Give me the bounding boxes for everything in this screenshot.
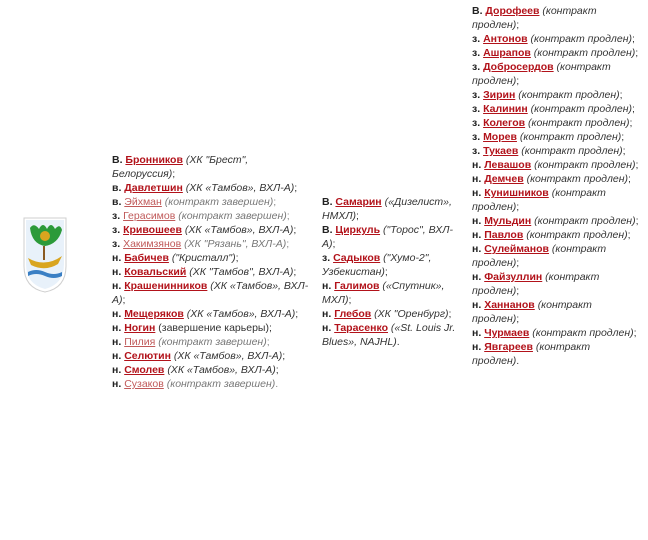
player-note: (ХК «Тамбов», ВХЛ-А) — [173, 350, 283, 362]
punctuation: ; — [282, 350, 286, 362]
player-name-link[interactable]: Сулейманов — [484, 243, 549, 255]
player-note: (контракт продлен) — [530, 33, 632, 45]
punctuation: ; — [635, 215, 639, 227]
punctuation: ; — [295, 308, 299, 320]
player-position: В. — [322, 196, 333, 208]
player-note: (контракт завершен) — [166, 378, 276, 390]
punctuation: ; — [266, 336, 270, 348]
player-position: В. — [322, 224, 333, 236]
column-2 — [322, 195, 464, 349]
player-position: н. — [322, 308, 332, 320]
player-entry — [472, 158, 640, 172]
punctuation: ; — [516, 313, 520, 325]
column-3 — [472, 4, 640, 368]
player-entry — [472, 214, 640, 228]
player-position: в. — [112, 182, 122, 194]
player-entry — [112, 237, 310, 251]
player-entry — [112, 279, 310, 307]
player-position: н. — [472, 327, 482, 339]
punctuation: ; — [628, 173, 631, 185]
player-position: н. — [472, 271, 482, 283]
player-name-link[interactable]: Файзуллин — [484, 271, 543, 283]
player-entry — [472, 186, 640, 214]
punctuation: ; — [516, 19, 520, 31]
punctuation: ; — [273, 196, 277, 208]
player-position: з. — [472, 131, 481, 143]
player-position: з. — [472, 47, 481, 59]
player-entry — [472, 116, 640, 130]
player-name-link[interactable]: Добросердов — [483, 61, 554, 73]
player-name-link[interactable]: Герасимов — [123, 210, 176, 222]
player-note: (ХК "Рязань", ВХЛ-А) — [184, 238, 287, 250]
player-position: н. — [112, 266, 122, 278]
player-note: (контракт продлен) — [526, 173, 628, 185]
punctuation: . — [396, 336, 400, 348]
punctuation: ; — [286, 210, 290, 222]
player-name-link[interactable]: Бронников — [125, 154, 183, 166]
player-note: («Спутник», МХЛ) — [322, 280, 445, 306]
punctuation: ; — [635, 47, 639, 59]
player-entry — [472, 172, 640, 186]
player-entry — [322, 251, 464, 279]
player-position: н. — [472, 341, 482, 353]
player-entry — [472, 326, 640, 340]
player-position: з. — [112, 238, 121, 250]
player-name-link[interactable]: Давлетшин — [124, 182, 183, 194]
player-entry — [112, 153, 310, 181]
player-name-link[interactable]: Ашрапов — [483, 47, 531, 59]
player-entry — [322, 307, 464, 321]
coat-of-arms — [22, 216, 68, 294]
player-position: з. — [112, 210, 121, 222]
player-entry — [322, 279, 464, 307]
player-name-link[interactable]: Пилия — [124, 336, 156, 348]
player-note: (ХК «Тамбов», ВХЛ-А) — [167, 364, 276, 376]
punctuation: ; — [627, 229, 631, 241]
player-name-link[interactable]: Кривошеев — [123, 224, 182, 236]
player-entry — [112, 363, 310, 377]
player-note: (ХК «Тамбов», ВХЛ-А) — [186, 308, 296, 320]
player-name-link[interactable]: Глебов — [334, 308, 372, 320]
player-note: (контракт продлен) — [518, 89, 620, 101]
punctuation: ; — [286, 238, 290, 250]
punctuation: ; — [275, 364, 279, 376]
player-note: ("Хумо-2", Узбекистан) — [322, 252, 432, 278]
player-note: (контракт продлен) — [534, 215, 636, 227]
player-name-link[interactable]: Ковальский — [124, 266, 187, 278]
player-name-link[interactable]: Чурмаев — [484, 327, 530, 339]
player-position: н. — [112, 336, 122, 348]
player-entry — [112, 223, 310, 237]
player-name-link[interactable]: Садыков — [333, 252, 381, 264]
player-entry — [472, 32, 640, 46]
player-name-link[interactable]: Тарасенко — [334, 322, 388, 334]
player-position: з. — [472, 33, 481, 45]
player-note: (контракт продлен) — [521, 145, 623, 157]
player-name-link[interactable]: Колегов — [483, 117, 526, 129]
player-position: з. — [472, 103, 481, 115]
punctuation: ; — [516, 257, 520, 269]
player-name-link[interactable]: Морев — [483, 131, 517, 143]
player-position: н. — [112, 364, 122, 376]
player-note: ("Торос", ВХЛ-А) — [322, 224, 453, 250]
player-note: (контракт продлен) — [528, 117, 630, 129]
player-note: (контракт продлен) — [472, 271, 600, 297]
player-note: (контракт продлен) — [532, 327, 634, 339]
player-entry — [322, 223, 464, 251]
player-entry — [472, 228, 640, 242]
punctuation: ; — [622, 145, 626, 157]
player-position: н. — [112, 280, 122, 292]
player-position: н. — [472, 215, 482, 227]
player-note: (контракт продлен) — [533, 47, 636, 59]
player-note: (контракт продлен) — [472, 243, 607, 269]
player-entry — [472, 88, 640, 102]
player-name-link[interactable]: Мещеряков — [124, 308, 184, 320]
punctuation: ; — [356, 210, 359, 222]
player-name-link[interactable]: Калинин — [483, 103, 528, 115]
player-position: н. — [112, 252, 122, 264]
player-name-link[interactable]: Галимов — [334, 280, 380, 292]
player-name-link[interactable]: Кунишников — [484, 187, 549, 199]
player-entry — [112, 349, 310, 363]
player-position: з. — [472, 145, 481, 157]
punctuation: ; — [268, 322, 272, 334]
player-name-link[interactable]: Дорофеев — [485, 5, 540, 17]
player-entry — [112, 195, 310, 209]
punctuation: ; — [631, 33, 635, 45]
player-position: н. — [472, 229, 482, 241]
column-1 — [112, 153, 310, 391]
player-position: н. — [112, 378, 122, 390]
player-position: н. — [472, 173, 482, 185]
player-name-link[interactable]: Ханнанов — [484, 299, 535, 311]
player-note: (контракт завершен) — [164, 196, 274, 208]
punctuation: ; — [235, 252, 239, 264]
player-entry — [472, 298, 640, 326]
player-entry — [472, 102, 640, 116]
player-note: (контракт продлен) — [472, 61, 611, 87]
player-note: (контракт продлен) — [519, 131, 622, 143]
player-position: з. — [472, 61, 481, 73]
player-name-link[interactable]: Хакимзянов — [123, 238, 182, 250]
player-name-link[interactable]: Бабичев — [124, 252, 169, 264]
player-name-link[interactable]: Эйхман — [124, 196, 162, 208]
punctuation: ; — [293, 224, 297, 236]
player-entry — [112, 181, 310, 195]
player-entry — [472, 242, 640, 270]
player-entry — [472, 340, 640, 368]
punctuation: ; — [619, 89, 623, 101]
player-note: (ХК «Тамбов», ВХЛ-А) — [112, 280, 309, 306]
player-note: (ХК "Тамбов", ВХЛ-А) — [189, 266, 294, 278]
player-name-link[interactable]: Смолев — [124, 364, 165, 376]
player-position: н. — [112, 350, 122, 362]
player-name-link[interactable]: Павлов — [484, 229, 524, 241]
punctuation: ; — [633, 327, 637, 339]
player-note: («St. Louis Jr. Blues», NAJHL) — [322, 322, 456, 348]
player-note: (ХК «Тамбов», ВХЛ-А) — [185, 182, 295, 194]
punctuation: . — [275, 378, 279, 390]
player-note: («Дизелист», НМХЛ) — [322, 196, 452, 222]
player-note: (контракт продлен) — [472, 187, 606, 213]
player-position: з. — [112, 224, 121, 236]
player-entry — [112, 265, 310, 279]
player-note: ("Кристалл") — [171, 252, 236, 264]
punctuation: ; — [332, 238, 336, 250]
player-position: н. — [472, 243, 482, 255]
player-note: (контракт продлен) — [472, 5, 597, 31]
player-name-link[interactable]: Тукаев — [483, 145, 519, 157]
player-position: н. — [322, 322, 332, 334]
player-position: н. — [112, 322, 122, 334]
player-name-link[interactable]: Антонов — [483, 33, 528, 45]
player-position: н. — [322, 280, 332, 292]
coat-of-arms-icon — [22, 216, 68, 294]
punctuation: ; — [632, 103, 635, 115]
player-entry — [472, 144, 640, 158]
player-note: (ХК «Тамбов», ВХЛ-А) — [184, 224, 294, 236]
player-name-link[interactable]: Селютин — [124, 350, 171, 362]
player-entry — [472, 60, 640, 88]
punctuation: ; — [293, 266, 297, 278]
player-entry — [322, 321, 464, 349]
player-position: н. — [472, 299, 482, 311]
player-position: н. — [112, 308, 122, 320]
player-name-link[interactable]: Демчев — [484, 173, 524, 185]
player-entry — [472, 4, 640, 32]
player-position: н. — [472, 159, 482, 171]
player-name-link[interactable]: Циркуль — [335, 224, 381, 236]
player-entry — [112, 307, 310, 321]
player-name-link[interactable]: Явгареев — [484, 341, 533, 353]
player-position: н. — [472, 187, 482, 199]
player-name-link[interactable]: Зирин — [483, 89, 516, 101]
player-name-link[interactable]: Ногин — [124, 322, 156, 334]
player-note: (контракт продлен) — [526, 229, 628, 241]
player-name-link[interactable]: Левашов — [484, 159, 532, 171]
punctuation: ; — [348, 294, 352, 306]
punctuation: ; — [172, 168, 176, 180]
player-position: з. — [322, 252, 331, 264]
player-note: (контракт завершен) — [158, 336, 267, 348]
punctuation: ; — [516, 285, 520, 297]
punctuation: . — [516, 355, 520, 367]
player-note: (контракт продлен) — [530, 103, 633, 115]
punctuation: ; — [635, 159, 639, 171]
player-entry — [112, 377, 310, 391]
player-entry — [112, 209, 310, 223]
player-entry — [112, 335, 310, 349]
punctuation: ; — [384, 266, 388, 278]
player-note: (ХК "Брест", Белоруссия) — [112, 154, 249, 180]
punctuation: ; — [516, 75, 520, 87]
player-position: В. — [472, 5, 483, 17]
player-name-link[interactable]: Мульдин — [484, 215, 532, 227]
player-note: (контракт продлен) — [472, 299, 592, 325]
player-name-link[interactable]: Крашенинников — [124, 280, 208, 292]
player-note: (контракт завершен) — [178, 210, 287, 222]
player-name-link[interactable]: Самарин — [335, 196, 382, 208]
punctuation: ; — [294, 182, 298, 194]
player-position: з. — [472, 117, 481, 129]
player-note: (ХК "Оренбург) — [374, 308, 449, 320]
punctuation: ; — [448, 308, 452, 320]
player-position: з. — [472, 89, 481, 101]
player-entry — [472, 130, 640, 144]
player-note: (завершение карьеры) — [158, 322, 269, 334]
player-position: в. — [112, 196, 122, 208]
player-position: В. — [112, 154, 123, 166]
player-entry — [112, 251, 310, 265]
punctuation: ; — [629, 117, 633, 129]
player-note: (контракт продлен) — [472, 341, 591, 367]
player-note: (контракт продлен) — [534, 159, 636, 171]
punctuation: ; — [516, 201, 520, 213]
player-entry — [322, 195, 464, 223]
punctuation: ; — [621, 131, 625, 143]
player-entry — [472, 270, 640, 298]
punctuation: ; — [122, 294, 126, 306]
player-name-link[interactable]: Сузаков — [124, 378, 164, 390]
player-entry — [112, 321, 310, 335]
player-entry — [472, 46, 640, 60]
